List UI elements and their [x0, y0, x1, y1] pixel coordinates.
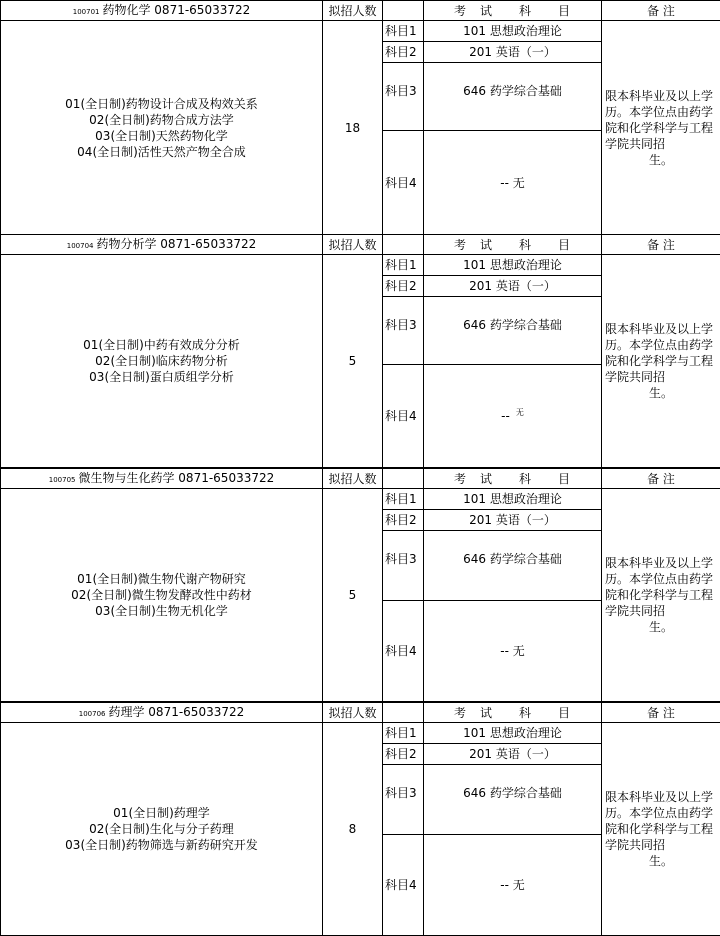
plan-count: 5	[323, 255, 383, 468]
plan-count-header: 拟招人数	[323, 703, 383, 723]
major-code: 100704	[66, 241, 94, 250]
subject-value: 201 英语（一）	[424, 510, 602, 531]
remarks-note	[602, 21, 720, 235]
subject-label: 科目1	[383, 21, 424, 42]
major-header-row	[1, 235, 720, 255]
remarks-note	[602, 255, 720, 468]
direction-item: 02(全日制)微生物发酵改性中药材	[71, 588, 252, 602]
major-title	[1, 703, 323, 723]
exam-subjects-header: 考 试 科 目	[424, 469, 602, 489]
major-name-phone: 药物分析学 0871-65033722	[96, 236, 257, 251]
subject-value: -- 无	[424, 601, 602, 702]
subject-value: 201 英语（一）	[424, 42, 602, 63]
note-text: 限本科毕业及以上学历。本学位点由药学院和化学科学与工程学院共同招	[605, 790, 714, 852]
direction-item: 03(全日制)蛋白质组学分析	[89, 370, 234, 384]
subject-label: 科目4	[383, 835, 424, 936]
major-header-row	[1, 703, 720, 723]
major-name-phone: 微生物与生化药学 0871-65033722	[78, 470, 275, 485]
subject-value-small: 无	[515, 408, 524, 417]
major-name-phone: 药物化学 0871-65033722	[102, 2, 251, 17]
subject-row	[1, 723, 720, 744]
note-text: 限本科毕业及以上学历。本学位点由药学院和化学科学与工程学院共同招	[605, 322, 714, 384]
major-code: 100701	[72, 7, 100, 16]
research-directions	[1, 255, 323, 468]
direction-item: 01(全日制)微生物代谢产物研究	[77, 572, 246, 586]
note-end: 生。	[648, 854, 673, 868]
subject-label: 科目1	[383, 255, 424, 276]
subject-label: 科目3	[383, 297, 424, 365]
direction-item: 04(全日制)活性天然产物全合成	[77, 144, 246, 159]
major-table	[0, 702, 720, 936]
subject-value: 201 英语（一）	[424, 276, 602, 297]
direction-item: 01(全日制)药理学	[113, 806, 210, 820]
research-directions	[1, 723, 323, 936]
subject-label: 科目2	[383, 510, 424, 531]
research-directions	[1, 489, 323, 702]
subject-row	[1, 255, 720, 276]
subject-row	[1, 489, 720, 510]
major-block-100704	[0, 234, 720, 468]
exam-subjects-header: 考 试 科 目	[424, 703, 602, 723]
plan-count: 5	[323, 489, 383, 702]
direction-item: 01(全日制)药物设计合成及构效关系	[65, 96, 258, 111]
direction-item: 03(全日制)天然药物化学	[95, 128, 228, 143]
subject-value: 101 思想政治理论	[424, 723, 602, 744]
major-table	[0, 234, 720, 468]
subject-label: 科目2	[383, 42, 424, 63]
major-table	[0, 0, 720, 235]
remarks-header: 备 注	[602, 235, 720, 255]
subject-label-header	[383, 703, 424, 723]
direction-item: 02(全日制)临床药物分析	[95, 354, 228, 368]
exam-subjects-header: 考 试 科 目	[424, 235, 602, 255]
remarks-note	[602, 489, 720, 702]
subject-label: 科目1	[383, 489, 424, 510]
subject-label: 科目2	[383, 744, 424, 765]
subject-label: 科目2	[383, 276, 424, 297]
major-header-row	[1, 1, 720, 21]
major-title	[1, 235, 323, 255]
subject-value	[424, 365, 602, 468]
remarks-note	[602, 723, 720, 936]
remarks-header: 备 注	[602, 1, 720, 21]
subject-value: 101 思想政治理论	[424, 489, 602, 510]
major-name-phone: 药理学 0871-65033722	[108, 704, 245, 719]
plan-count: 18	[323, 21, 383, 235]
major-block-100706	[0, 702, 720, 936]
subject-label: 科目3	[383, 765, 424, 835]
note-end: 生。	[648, 152, 673, 167]
note-end: 生。	[648, 620, 673, 634]
subject-value: 101 思想政治理论	[424, 21, 602, 42]
plan-count-header: 拟招人数	[323, 469, 383, 489]
exam-subjects-header: 考 试 科 目	[424, 1, 602, 21]
plan-count-header: 拟招人数	[323, 1, 383, 21]
subject-label: 科目4	[383, 601, 424, 702]
subject-label-header	[383, 469, 424, 489]
major-title	[1, 469, 323, 489]
remarks-header: 备 注	[602, 703, 720, 723]
remarks-header: 备 注	[602, 469, 720, 489]
subject-value: 646 药学综合基础	[424, 297, 602, 365]
subject-label-header	[383, 1, 424, 21]
major-table	[0, 468, 720, 702]
subject-row	[1, 21, 720, 42]
subject-value: -- 无	[424, 131, 602, 235]
subject-label: 科目4	[383, 365, 424, 468]
subject-label: 科目3	[383, 63, 424, 131]
major-block-100705	[0, 468, 720, 702]
subject-value: -- 无	[424, 835, 602, 936]
subject-value-main: --	[501, 409, 510, 423]
subject-label: 科目3	[383, 531, 424, 601]
major-code: 100706	[78, 709, 106, 718]
direction-item: 01(全日制)中药有效成分分析	[83, 338, 240, 352]
subject-value: 646 药学综合基础	[424, 765, 602, 835]
subject-value: 646 药学综合基础	[424, 63, 602, 131]
direction-item: 02(全日制)生化与分子药理	[89, 822, 234, 836]
direction-item: 02(全日制)药物合成方法学	[89, 112, 234, 127]
plan-count: 8	[323, 723, 383, 936]
subject-label-header	[383, 235, 424, 255]
note-end: 生。	[648, 386, 673, 400]
subject-value: 646 药学综合基础	[424, 531, 602, 601]
direction-item: 03(全日制)生物无机化学	[95, 604, 228, 618]
direction-item: 03(全日制)药物筛选与新药研究开发	[65, 838, 258, 852]
subject-value: 201 英语（一）	[424, 744, 602, 765]
subject-label: 科目4	[383, 131, 424, 235]
major-header-row	[1, 469, 720, 489]
major-title	[1, 1, 323, 21]
note-text: 限本科毕业及以上学历。本学位点由药学院和化学科学与工程学院共同招	[605, 556, 714, 618]
note-text: 限本科毕业及以上学历。本学位点由药学院和化学科学与工程学院共同招	[605, 88, 714, 151]
major-code: 100705	[48, 475, 76, 484]
plan-count-header: 拟招人数	[323, 235, 383, 255]
subject-value: 101 思想政治理论	[424, 255, 602, 276]
research-directions	[1, 21, 323, 235]
major-block-100701	[0, 0, 720, 235]
subject-label: 科目1	[383, 723, 424, 744]
